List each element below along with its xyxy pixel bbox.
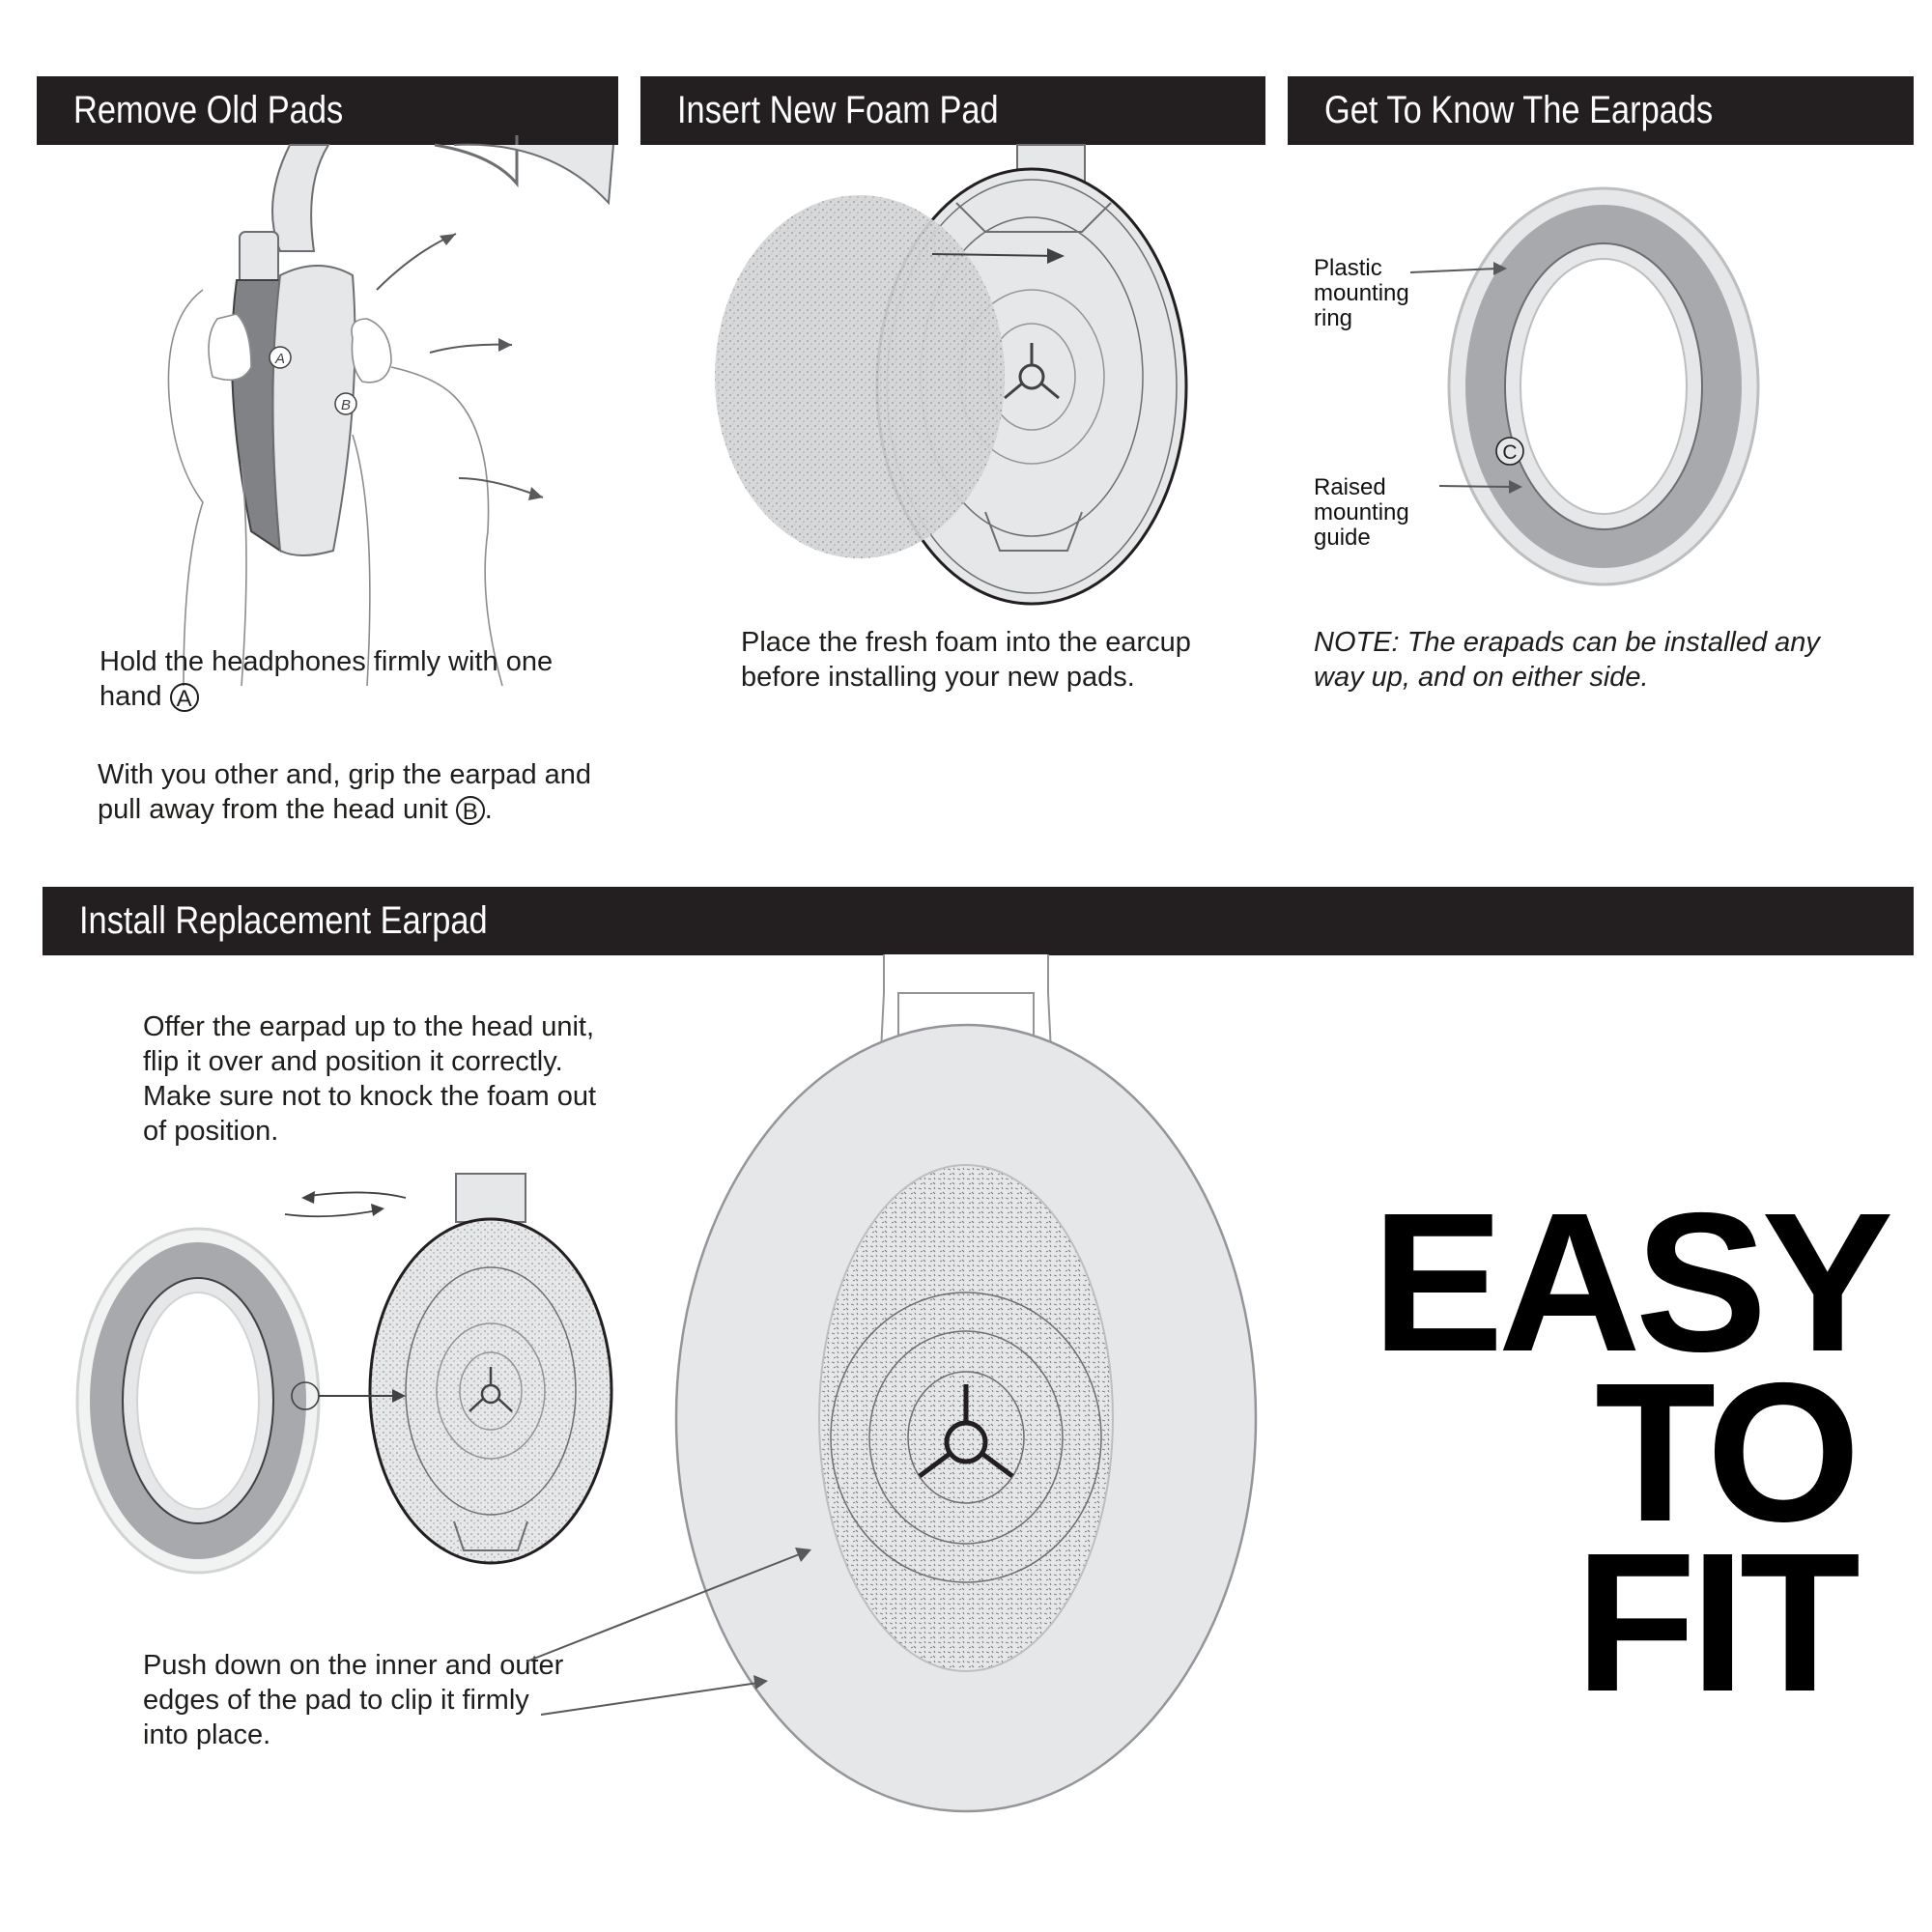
- tagline-easy-to-fit: [1372, 1172, 1889, 1733]
- remove-instruction-1: Hold the headphones firmly with one hand A: [99, 646, 554, 713]
- header-install-earpad: [43, 887, 1914, 955]
- header-know-title: Get To Know The Earpads: [1324, 89, 1714, 131]
- header-install-title: Install Replacement Earpad: [79, 899, 488, 942]
- tagline-line-2: TO: [1595, 1342, 1855, 1563]
- header-remove-old-pads: [37, 76, 618, 145]
- tagline-line-1: EASY: [1372, 1172, 1889, 1393]
- install-instruction-2: Push down on the inner and outer edges of the pad to clip it firmly into place.: [143, 1650, 564, 1750]
- fig-label-c: C: [1502, 441, 1518, 464]
- label-plastic-mounting-ring: Plastic mounting ring: [1314, 255, 1409, 331]
- marker-a: A: [170, 683, 199, 712]
- note-prefix: NOTE:: [1314, 627, 1400, 658]
- fig-label-b: B: [340, 397, 352, 413]
- label-raised-mounting-guide: Raised mounting guide: [1314, 474, 1409, 551]
- remove-pads-illustration: [145, 145, 628, 686]
- header-know-earpads: [1288, 76, 1914, 145]
- remove-instruction-2: With you other and, grip the earpad and pull away from the head unit B .: [98, 759, 592, 826]
- tagline-line-3: FIT: [1575, 1512, 1855, 1733]
- install-small-illustration: [77, 1174, 628, 1599]
- header-insert-foam-pad: [640, 76, 1265, 145]
- header-insert-title: Insert New Foam Pad: [677, 89, 999, 131]
- note-text: NOTE: The erapads can be installed any way up, and on either side.: [1314, 627, 1820, 693]
- push-arrows: [522, 1536, 821, 1729]
- fig-label-a: A: [274, 351, 286, 367]
- marker-b: B: [456, 796, 485, 825]
- header-remove-title: Remove Old Pads: [73, 89, 344, 131]
- insert-instruction: Place the fresh foam into the earcup before installing your new pads.: [741, 627, 1191, 693]
- install-instruction-1: Offer the earpad up to the head unit, flip it over and position it correctly. Make sure not to knock the foam out of position.: [143, 1011, 597, 1147]
- insert-foam-illustration: [705, 145, 1208, 599]
